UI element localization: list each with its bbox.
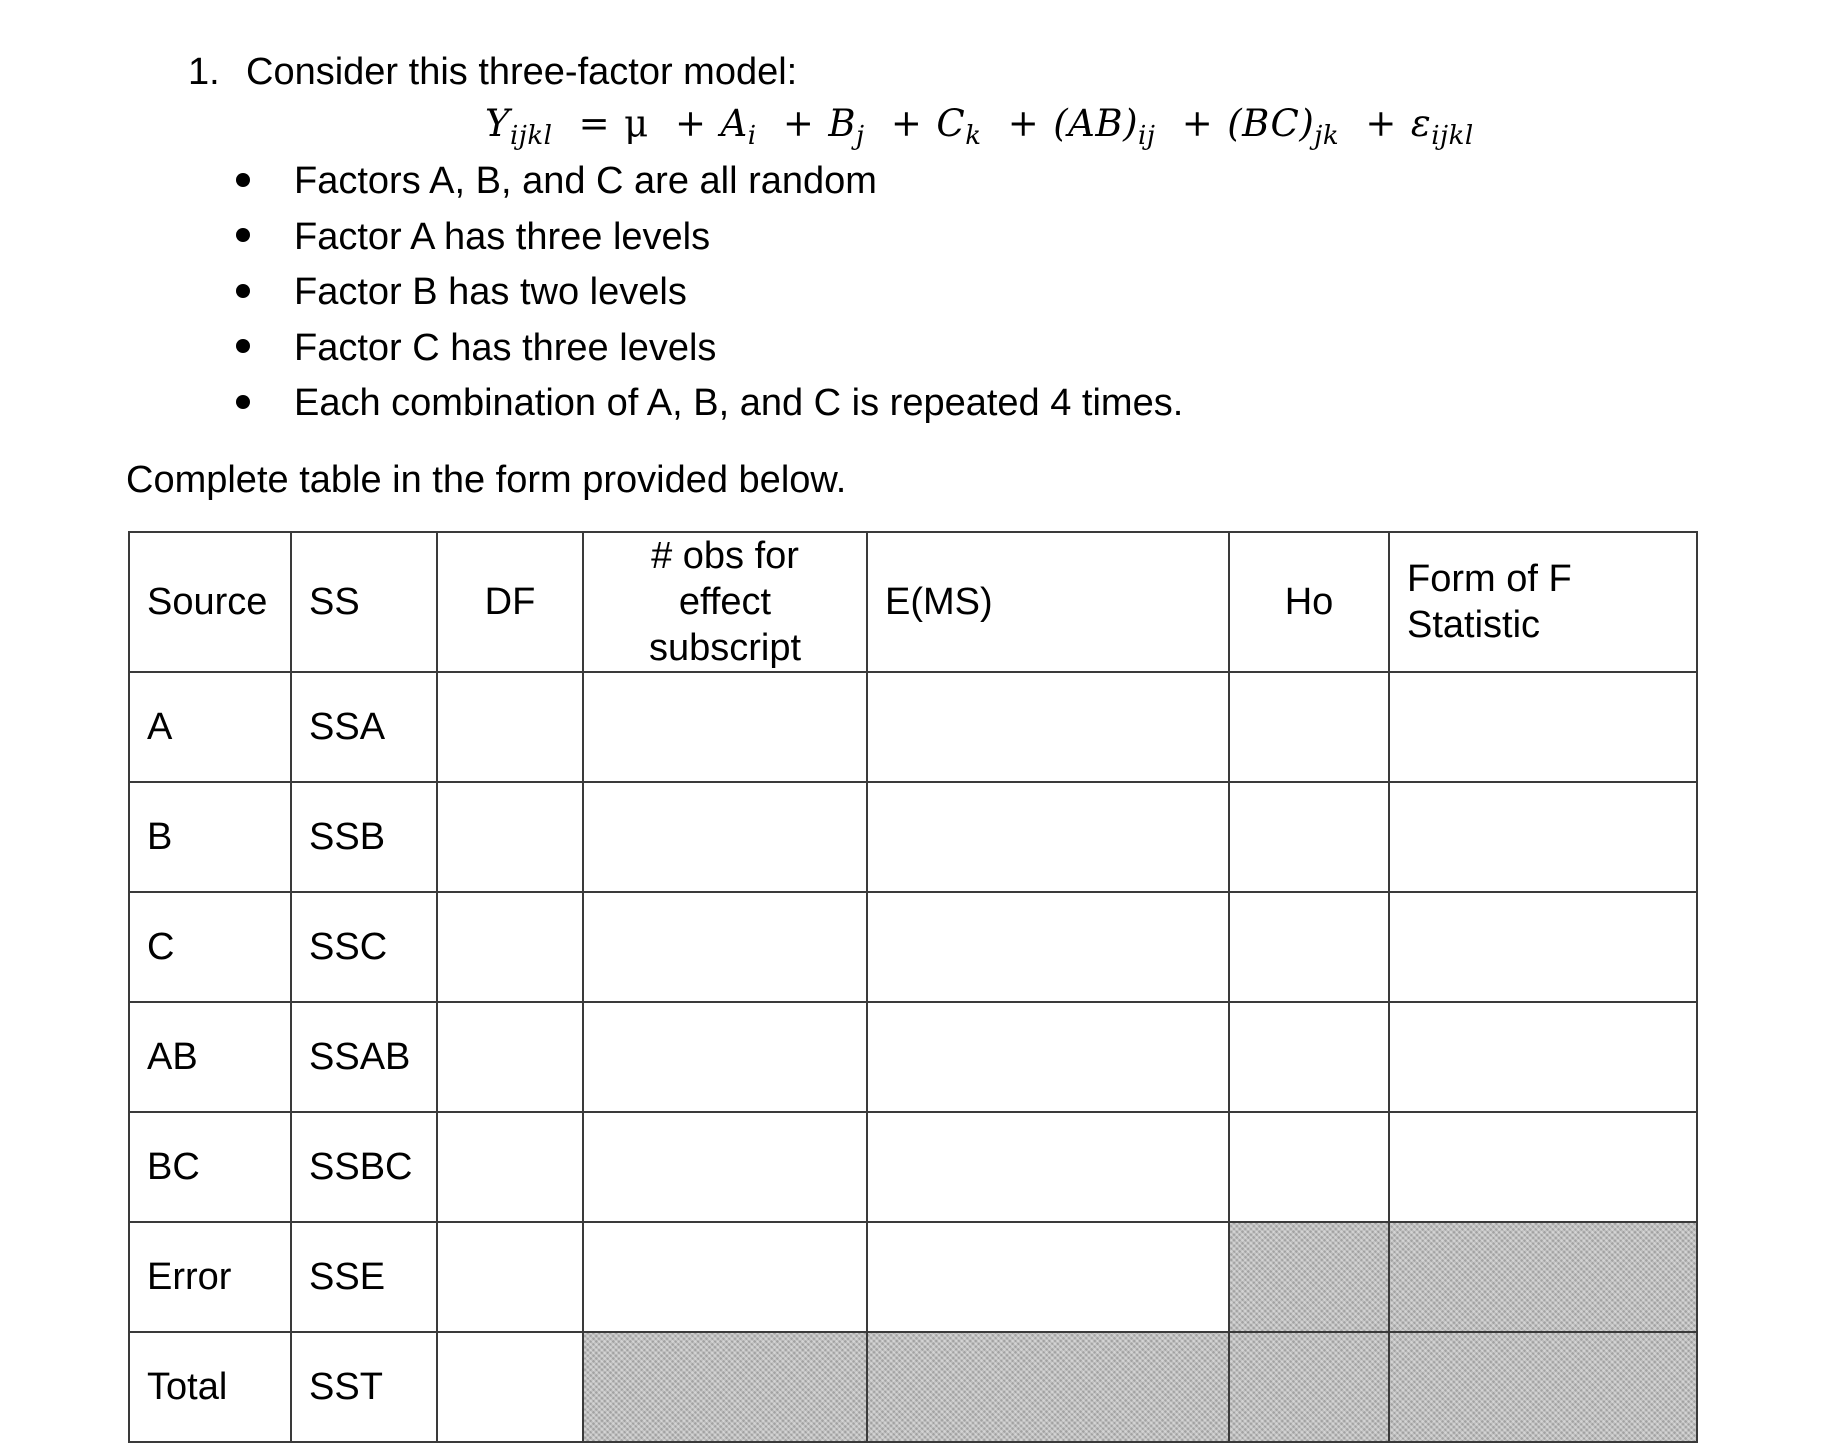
cell-ho-blank[interactable] bbox=[1229, 672, 1389, 782]
cell-shaded bbox=[1229, 1222, 1389, 1332]
eq-term-b: B bbox=[828, 102, 857, 145]
eq-term-bc-sub: jk bbox=[1314, 121, 1340, 151]
cell-obs-blank[interactable] bbox=[583, 1112, 867, 1222]
cell-ss: SSBC bbox=[291, 1112, 437, 1222]
table-row bbox=[129, 1112, 1697, 1222]
eq-equals: = bbox=[578, 102, 611, 145]
assumption-list bbox=[236, 154, 1183, 432]
cell-ss: SSC bbox=[291, 892, 437, 1002]
cell-shaded bbox=[583, 1332, 867, 1442]
bullet-icon bbox=[236, 228, 250, 242]
cell-f-blank[interactable] bbox=[1389, 1112, 1697, 1222]
cell-df-blank[interactable] bbox=[437, 672, 583, 782]
header-ho-text: Ho bbox=[1284, 580, 1334, 623]
header-f-line1: Form of F bbox=[1407, 558, 1572, 600]
question-text: Consider this three-factor model: bbox=[246, 51, 798, 93]
cell-ems-blank[interactable] bbox=[867, 1112, 1229, 1222]
cell-df-blank[interactable] bbox=[437, 1112, 583, 1222]
eq-plus: + bbox=[890, 102, 923, 145]
cell-obs-blank[interactable] bbox=[583, 892, 867, 1002]
list-item-text: Factors A, B, and C are all random bbox=[294, 160, 877, 202]
list-item bbox=[236, 376, 1183, 432]
cell-ss: SSB bbox=[291, 782, 437, 892]
cell-source: B bbox=[129, 782, 291, 892]
list-item-text: Factor B has two levels bbox=[294, 271, 687, 313]
eq-term-ab: (AB) bbox=[1053, 102, 1139, 145]
header-obs-line2: effect bbox=[678, 581, 772, 623]
cell-ems-blank[interactable] bbox=[867, 1002, 1229, 1112]
eq-lhs-sub: ijkl bbox=[509, 121, 553, 151]
cell-shaded bbox=[1229, 1332, 1389, 1442]
cell-ho-blank[interactable] bbox=[1229, 782, 1389, 892]
cell-shaded bbox=[867, 1332, 1229, 1442]
cell-ho-blank[interactable] bbox=[1229, 1002, 1389, 1112]
anova-table bbox=[128, 531, 1698, 1443]
eq-term-b-sub: j bbox=[856, 121, 865, 151]
eq-lhs: Y bbox=[485, 102, 510, 145]
cell-source: A bbox=[129, 672, 291, 782]
cell-f-blank[interactable] bbox=[1389, 1002, 1697, 1112]
eq-plus: + bbox=[674, 102, 707, 145]
cell-ss: SSA bbox=[291, 672, 437, 782]
eq-term-ab-sub: ij bbox=[1138, 121, 1156, 151]
eq-plus: + bbox=[1365, 102, 1397, 145]
cell-df-blank[interactable] bbox=[437, 1222, 583, 1332]
cell-df-blank[interactable] bbox=[437, 1332, 583, 1442]
cell-shaded bbox=[1389, 1332, 1697, 1442]
cell-obs-blank[interactable] bbox=[583, 1222, 867, 1332]
cell-source: BC bbox=[129, 1112, 291, 1222]
cell-ho-blank[interactable] bbox=[1229, 1112, 1389, 1222]
list-item-text: Factor A has three levels bbox=[294, 215, 711, 258]
cell-ss: SST bbox=[291, 1332, 437, 1442]
table-row bbox=[129, 782, 1697, 892]
header-source: Source bbox=[129, 532, 291, 672]
cell-source: AB bbox=[129, 1002, 291, 1112]
eq-mu: μ bbox=[624, 102, 649, 145]
cell-source: C bbox=[129, 892, 291, 1002]
cell-obs-blank[interactable] bbox=[583, 782, 867, 892]
eq-plus: + bbox=[1181, 102, 1214, 145]
question-number: 1. bbox=[188, 51, 220, 93]
header-obs-for-effect bbox=[583, 532, 867, 672]
cell-ems-blank[interactable] bbox=[867, 672, 1229, 782]
model-equation bbox=[485, 98, 1474, 150]
cell-ems-blank[interactable] bbox=[867, 1222, 1229, 1332]
eq-plus: + bbox=[782, 102, 815, 145]
table-header-row bbox=[129, 532, 1697, 672]
bullet-icon bbox=[236, 284, 250, 298]
table-row bbox=[129, 672, 1697, 782]
bullet-icon bbox=[236, 339, 250, 353]
list-item bbox=[236, 265, 1183, 321]
cell-ho-blank[interactable] bbox=[1229, 892, 1389, 1002]
eq-plus: + bbox=[1007, 102, 1040, 145]
eq-term-c: C bbox=[936, 102, 966, 145]
table-row bbox=[129, 1002, 1697, 1112]
cell-ems-blank[interactable] bbox=[867, 782, 1229, 892]
cell-obs-blank[interactable] bbox=[583, 1002, 867, 1112]
header-df: DF bbox=[437, 532, 583, 672]
header-ems: E(MS) bbox=[867, 532, 1229, 672]
list-item bbox=[236, 154, 1183, 210]
list-item-text: Each combination of A, B, and C is repeated 4 times. bbox=[294, 382, 1184, 424]
table-row bbox=[129, 1332, 1697, 1442]
header-f-line2: Statistic bbox=[1407, 604, 1541, 646]
list-item-text: Factor C has three levels bbox=[294, 326, 717, 369]
list-item bbox=[236, 321, 1183, 377]
cell-ss: SSAB bbox=[291, 1002, 437, 1112]
header-obs-line1: # obs for bbox=[651, 535, 799, 577]
list-item bbox=[236, 210, 1183, 266]
eq-term-a-sub: i bbox=[747, 121, 757, 151]
cell-f-blank[interactable] bbox=[1389, 782, 1697, 892]
header-f-statistic bbox=[1389, 532, 1697, 672]
cell-shaded bbox=[1389, 1222, 1697, 1332]
cell-f-blank[interactable] bbox=[1389, 672, 1697, 782]
eq-term-error-sub: ijkl bbox=[1431, 121, 1474, 151]
cell-df-blank[interactable] bbox=[437, 892, 583, 1002]
header-ss: SS bbox=[291, 532, 437, 672]
question-heading bbox=[188, 48, 797, 96]
eq-term-c-sub: k bbox=[965, 121, 982, 151]
table-row bbox=[129, 1222, 1697, 1332]
cell-source: Error bbox=[129, 1222, 291, 1332]
cell-obs-blank[interactable] bbox=[583, 672, 867, 782]
header-ho bbox=[1229, 532, 1389, 672]
cell-df-blank[interactable] bbox=[437, 782, 583, 892]
bullet-icon bbox=[236, 395, 250, 409]
header-obs-line3: subscript bbox=[648, 627, 802, 669]
cell-ems-blank[interactable] bbox=[867, 892, 1229, 1002]
table-row bbox=[129, 892, 1697, 1002]
cell-f-blank[interactable] bbox=[1389, 892, 1697, 1002]
eq-term-bc: (BC) bbox=[1227, 102, 1315, 145]
instruction-text: Complete table in the form provided below. bbox=[126, 459, 847, 501]
bullet-icon bbox=[236, 173, 250, 187]
eq-term-a: A bbox=[720, 102, 748, 145]
cell-ss: SSE bbox=[291, 1222, 437, 1332]
cell-source: Total bbox=[129, 1332, 291, 1442]
eq-term-error: ε bbox=[1410, 102, 1432, 145]
cell-df-blank[interactable] bbox=[437, 1002, 583, 1112]
